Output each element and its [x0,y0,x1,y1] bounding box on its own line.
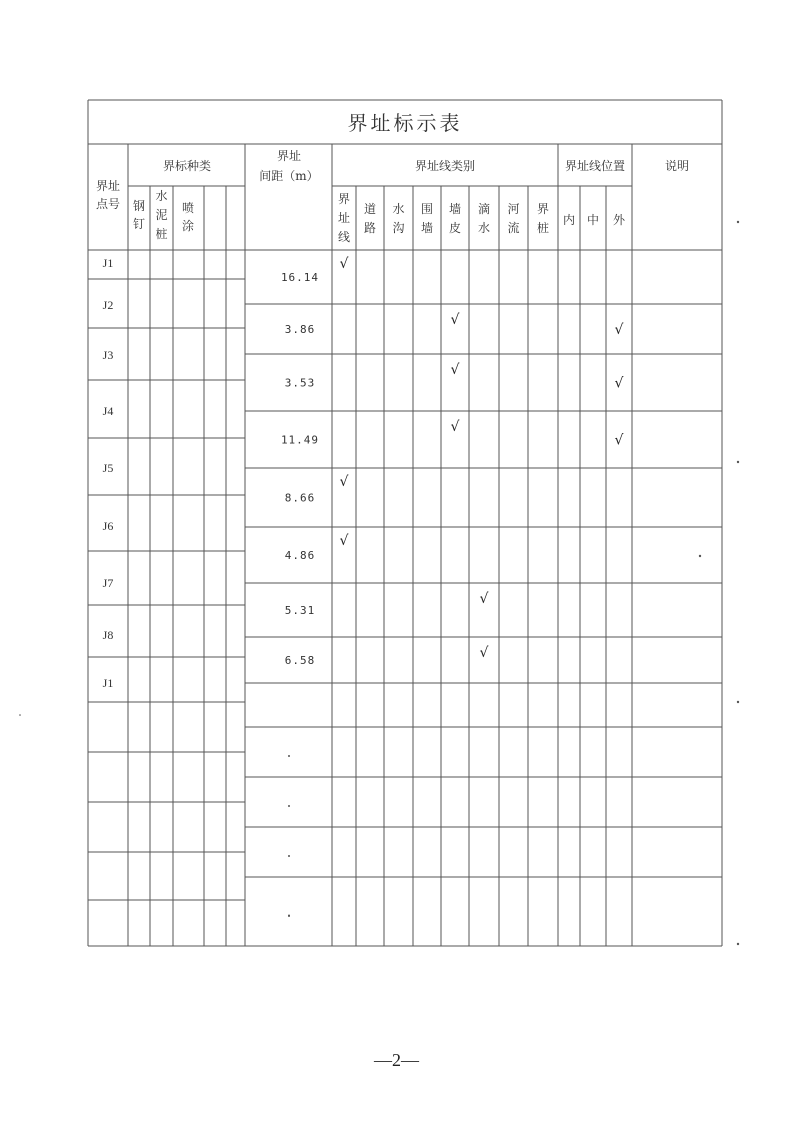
point-label: J6 [102,519,114,533]
segment-row [281,256,349,284]
sub-header-line-type-5 [478,202,490,235]
segment-distance: 8.66 [284,491,316,505]
svg-text:钢: 钢 [132,199,146,213]
point-label: J3 [102,348,114,362]
segment-distance: 16.14 [280,271,320,284]
svg-text:滴: 滴 [477,202,491,216]
empty-row-dot [288,915,290,917]
sub-header-spray [182,200,194,233]
line-type-check: √ [479,645,489,661]
sub-header-line-type-1 [364,202,376,235]
svg-text:流: 流 [507,221,520,235]
svg-text:水: 水 [155,189,168,203]
column-lines [128,144,632,946]
segment-distance: 3.86 [284,323,316,336]
svg-text:路: 路 [363,221,377,235]
segment-row [285,533,349,562]
svg-text:桩: 桩 [155,227,168,241]
svg-text:涂: 涂 [181,219,195,233]
segment-distance: 4.86 [284,549,316,562]
segment-row [285,645,489,667]
svg-text:钉: 钉 [132,217,146,231]
point-label: J1 [102,676,114,690]
svg-text:皮: 皮 [448,221,462,235]
svg-text:沟: 沟 [392,221,405,235]
segment-row [285,474,349,505]
page-number: —2— [374,1050,419,1070]
point-label: J5 [102,461,114,475]
svg-text:线: 线 [337,230,351,244]
header-marker-type: 界标种类 [162,159,212,173]
line-type-check: √ [450,312,460,328]
position-check: √ [614,322,624,338]
point-label: J8 [102,628,114,642]
sub-header-line-type-4 [449,201,461,235]
empty-row-dot [288,855,290,857]
header-point-no-1: 界址 [95,179,121,193]
sub-header-position-0: 内 [562,213,576,227]
sub-header-cement-pile [155,188,167,241]
position-check: √ [614,432,624,449]
header-point-no-2: 点号 [95,197,121,211]
svg-text:桩: 桩 [536,221,550,235]
svg-text:墙: 墙 [448,202,462,216]
svg-text:河: 河 [507,202,520,216]
empty-row-dot [288,805,290,807]
svg-text:泥: 泥 [155,208,168,222]
point-labels [103,256,114,690]
header-spacing: 界址 [276,149,302,163]
point-label: J2 [102,298,114,312]
line-type-check: √ [450,419,460,435]
sub-header-line-type-7 [537,202,549,235]
segment-distance: 3.53 [284,376,316,390]
sub-header-steel-nail [133,199,145,231]
svg-text:水: 水 [477,221,491,235]
segment-distance: 5.31 [284,604,316,617]
header-line-position: 界址线位置 [564,159,626,173]
line-type-check: √ [339,256,349,272]
sub-header-line-type-6 [507,202,519,235]
svg-text:界: 界 [536,202,550,216]
line-type-check: √ [479,591,489,607]
svg-text:墙: 墙 [420,221,434,235]
svg-text:围: 围 [420,202,434,216]
svg-text:水: 水 [392,202,405,216]
table-title: 界址标示表 [347,111,463,135]
line-type-check: √ [339,533,349,549]
point-label: J1 [102,256,114,270]
svg-text:界: 界 [337,192,351,206]
point-label: J7 [102,576,114,590]
empty-row-dot [288,755,290,757]
line-type-check: √ [450,362,460,378]
segment-distance: 6.58 [284,654,316,667]
point-label: J4 [102,404,114,418]
position-check: √ [614,375,624,392]
segment-row [285,591,489,617]
line-type-check: √ [339,474,349,490]
sub-header-line-type-0 [338,192,350,244]
header-spacing-unit: 间距（m） [259,169,319,183]
sub-header-labels [133,188,626,244]
header-line-type: 界址线类别 [414,159,476,173]
svg-text:喷: 喷 [181,201,195,215]
header-remarks: 说明 [664,159,690,173]
segment-row [285,312,624,338]
sub-header-position-1: 中 [586,213,600,227]
sub-header-position-2: 外 [612,213,626,227]
sub-header-line-type-3 [421,202,433,235]
row-lines [88,279,722,900]
svg-text:址: 址 [337,211,351,225]
sub-header-line-type-2 [392,201,404,235]
svg-text:道: 道 [363,202,377,216]
segment-row [285,362,624,392]
segment-distance: 11.49 [280,433,320,447]
